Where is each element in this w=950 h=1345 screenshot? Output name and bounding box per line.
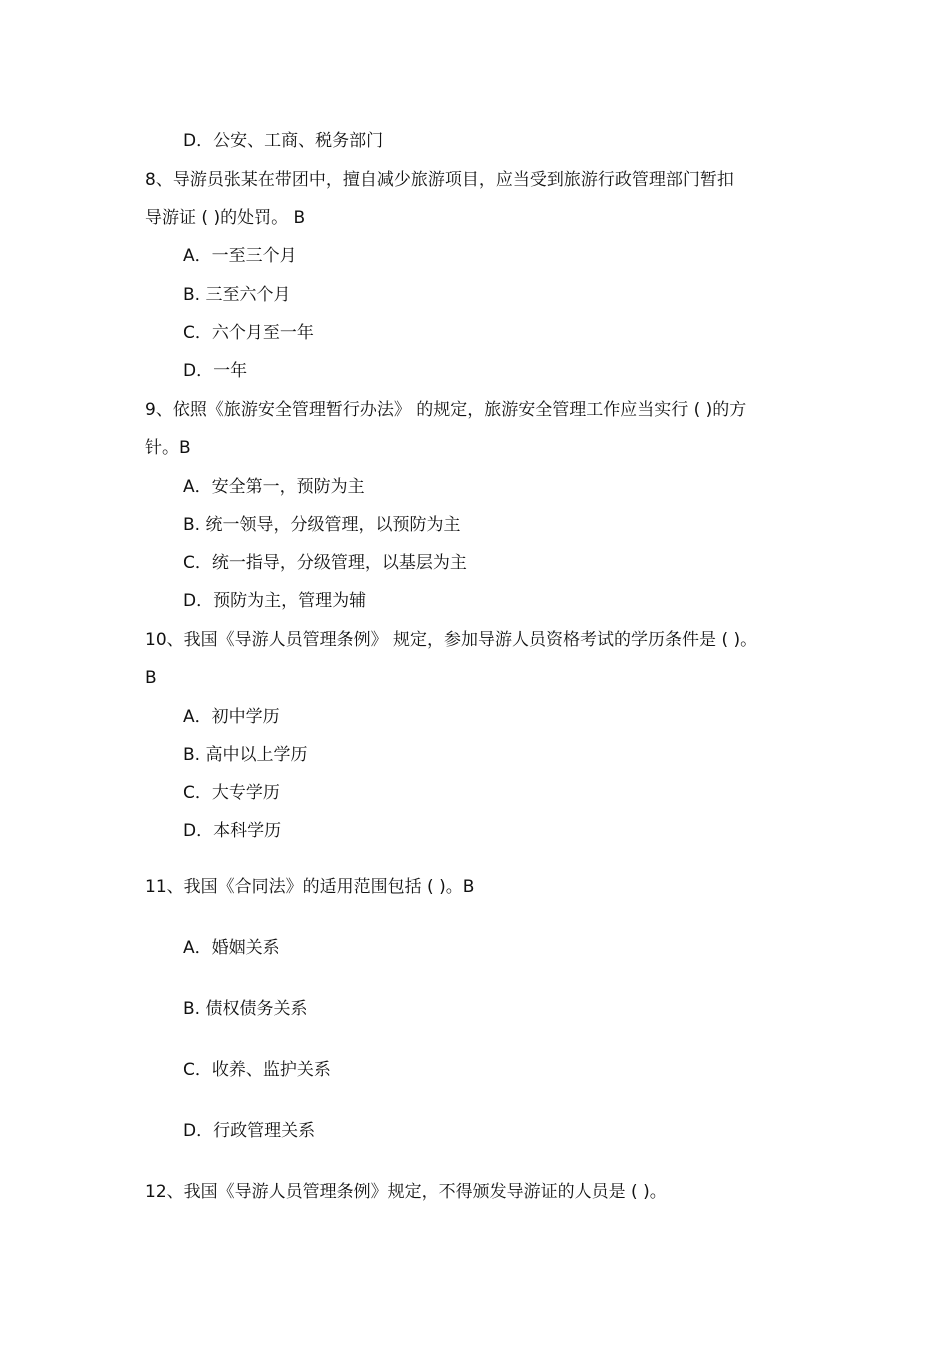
question-text: 9、依照《旅游安全管理暂行办法》 的规定，旅游安全管理工作应当实行 ( )的方: [145, 400, 747, 420]
option-line: C．大专学历: [183, 783, 280, 803]
question-text: 12、我国《导游人员管理条例》规定，不得颁发导游证的人员是 ( )。: [145, 1182, 667, 1202]
option-line: C．六个月至一年: [183, 323, 314, 343]
option-line: D．预防为主，管理为辅: [183, 591, 367, 611]
option-line: C．收养、监护关系: [183, 1060, 331, 1080]
option-line: D．一年: [183, 361, 248, 381]
option-line: D．本科学历: [183, 821, 282, 841]
question-text: 10、我国《导游人员管理条例》 规定，参加导游人员资格考试的学历条件是 ( )。: [145, 630, 758, 650]
question-text: 导游证 ( )的处罚。 B: [145, 208, 306, 228]
option-line: B. 三至六个月: [183, 285, 291, 305]
option-line: A．一至三个月: [183, 246, 297, 266]
option-line: D．行政管理关系: [183, 1121, 316, 1141]
option-line: B. 统一领导，分级管理，以预防为主: [183, 515, 461, 535]
option-line: A．安全第一，预防为主: [183, 477, 365, 497]
option-line: B. 高中以上学历: [183, 745, 308, 765]
option-line: B. 债权债务关系: [183, 999, 308, 1019]
question-text: B: [145, 668, 157, 688]
option-line: A．初中学历: [183, 707, 280, 727]
option-line: C．统一指导，分级管理，以基层为主: [183, 553, 467, 573]
question-text: 8、导游员张某在带团中，擅自减少旅游项目，应当受到旅游行政管理部门暂扣: [145, 170, 734, 190]
question-text: 11、我国《合同法》的适用范围包括 ( )。B: [145, 877, 475, 897]
option-line: A．婚姻关系: [183, 938, 280, 958]
option-line: D．公安、工商、税务部门: [183, 131, 384, 151]
question-text: 针。B: [145, 438, 191, 458]
